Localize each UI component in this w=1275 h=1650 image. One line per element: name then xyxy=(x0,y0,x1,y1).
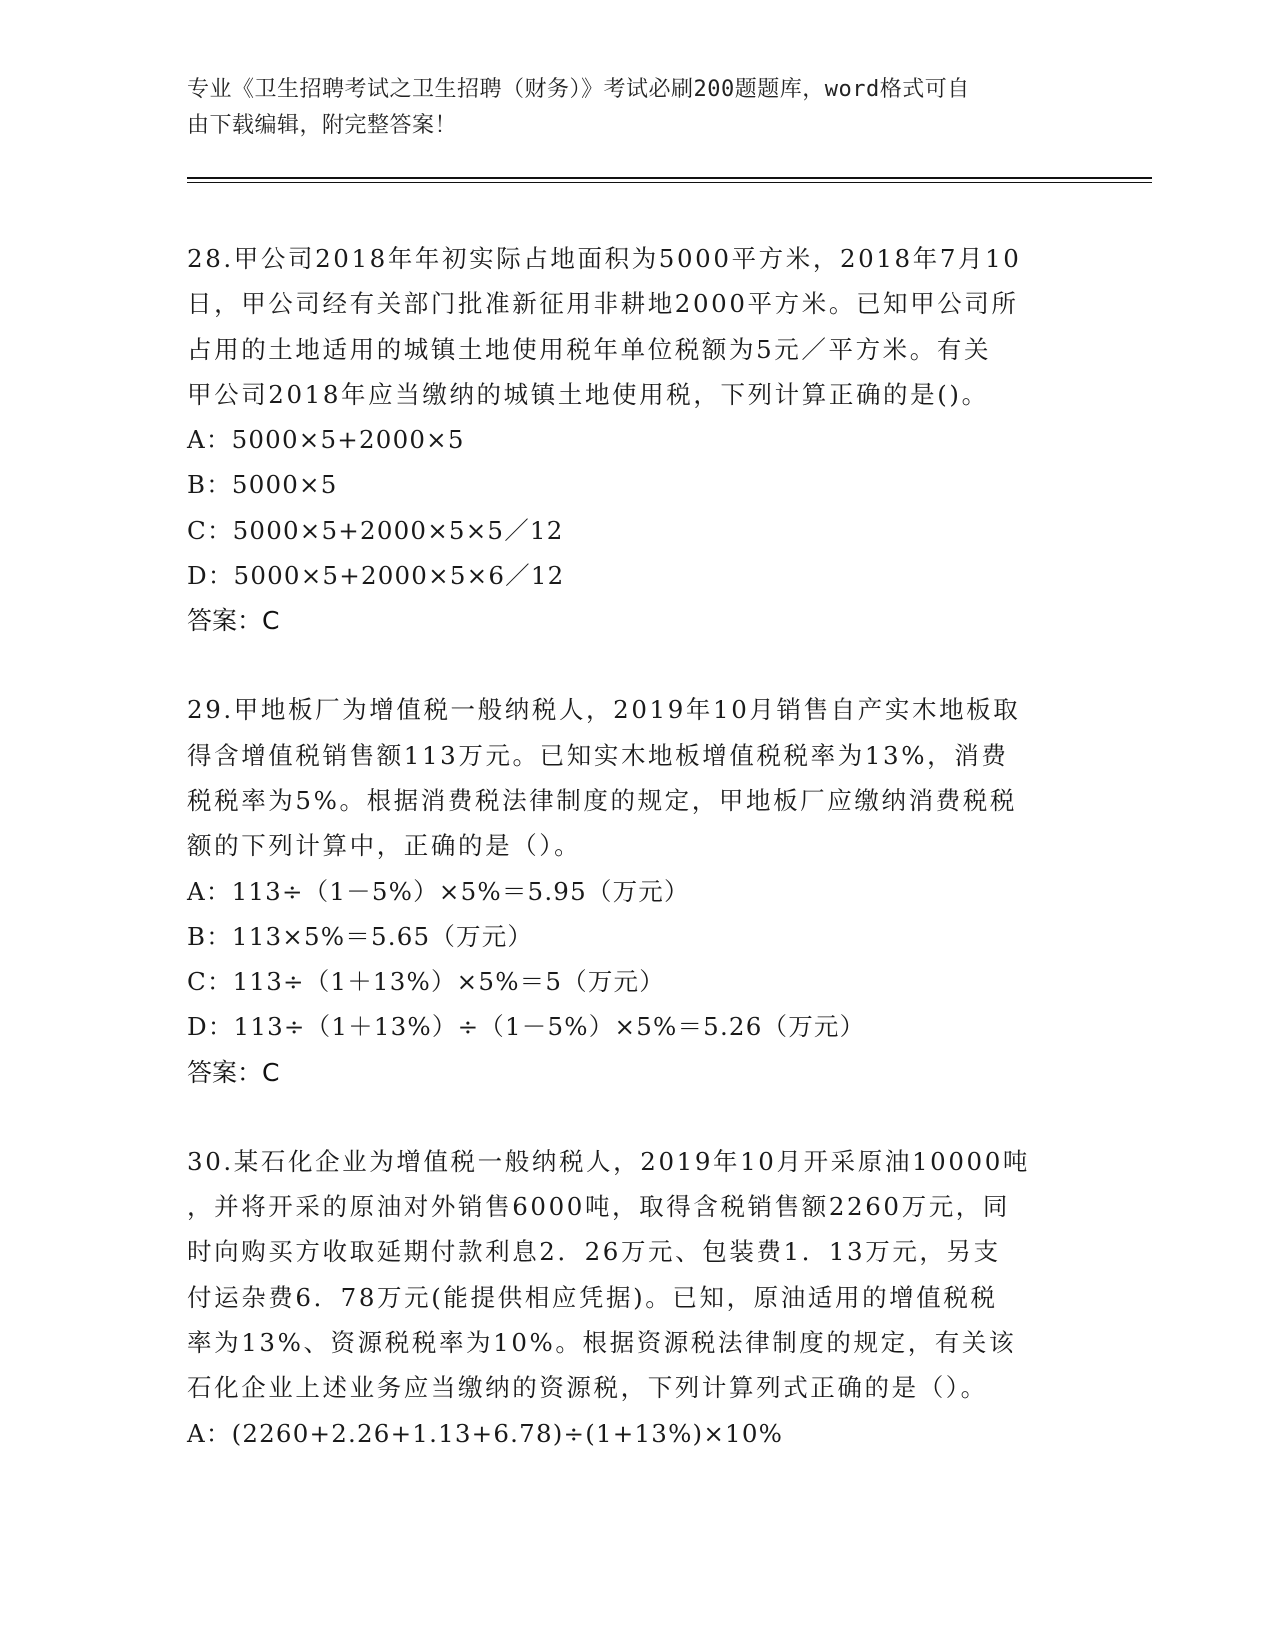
stem-line: 28.甲公司2018年年初实际占地面积为5000平方米，2018年7月10 xyxy=(187,244,1022,273)
option-d: D：5000×5+2000×5×6／12 xyxy=(187,561,565,591)
stem-line: 日，甲公司经有关部门批准新征用非耕地2000平方米。已知甲公司所 xyxy=(187,289,1019,319)
stem-line: 税税率为5%。根据消费税法律制度的规定，甲地板厂应缴纳消费税税 xyxy=(187,785,1017,815)
question-stem xyxy=(187,687,1087,868)
question-stem xyxy=(187,1139,1087,1411)
option-a: A：5000×5+2000×5 xyxy=(187,425,465,455)
stem-line: 甲公司2018年应当缴纳的城镇土地使用税，下列计算正确的是()。 xyxy=(187,379,989,409)
option-a: A：113÷（1－5%）×5%＝5.95（万元） xyxy=(187,876,690,906)
stem-line: 占用的土地适用的城镇土地使用税年单位税额为5元／平方米。有关 xyxy=(187,334,992,364)
option-c: C：113÷（1＋13%）×5%＝5（万元） xyxy=(187,967,665,997)
stem-line: 30.某石化企业为增值税一般纳税人，2019年10月开采原油10000吨 xyxy=(187,1146,1031,1176)
stem-line: ，并将开采的原油对外销售6000吨，取得含税销售额2260万元，同 xyxy=(187,1192,1010,1222)
question-28 xyxy=(187,236,1087,643)
stem-line: 时向购买方收取延期付款利息2．26万元、包装费1．13万元，另支 xyxy=(187,1237,1001,1267)
option-b: B：5000×5 xyxy=(187,470,338,500)
question-29 xyxy=(187,687,1087,1094)
question-30 xyxy=(187,1139,1087,1456)
document-header xyxy=(187,72,1067,144)
header-title-line-1: 专业《卫生招聘考试之卫生招聘（财务）》考试必刷200题题库，word格式可自 xyxy=(187,77,970,102)
stem-line: 得含增值税销售额113万元。已知实木地板增值税税率为13%，消费 xyxy=(187,740,1009,770)
option-d: D：113÷（1＋13%）÷（1－5%）×5%＝5.26（万元） xyxy=(187,1012,866,1042)
stem-line: 石化企业上述业务应当缴纳的资源税，下列计算列式正确的是（）。 xyxy=(187,1373,988,1403)
question-stem xyxy=(187,236,1087,417)
stem-line: 额的下列计算中，正确的是（）。 xyxy=(187,831,582,861)
stem-line: 率为13%、资源税税率为10%。根据资源税法律制度的规定，有关该 xyxy=(187,1327,1017,1357)
stem-line: 付运杂费6．78万元(能提供相应凭据)。已知，原油适用的增值税税 xyxy=(187,1282,998,1312)
answer: 答案：C xyxy=(187,606,280,636)
answer: 答案：C xyxy=(187,1057,280,1087)
stem-line: 29.甲地板厂为增值税一般纳税人，2019年10月销售自产实木地板取 xyxy=(187,695,1021,725)
option-c: C：5000×5+2000×5×5／12 xyxy=(187,515,564,545)
option-a: A：(2260+2.26+1.13+6.78)÷(1+13%)×10% xyxy=(187,1418,784,1448)
option-b: B：113×5%＝5.65（万元） xyxy=(187,921,534,951)
header-title-line-2: 由下载编辑，附完整答案！ xyxy=(187,113,458,138)
header-divider-thick xyxy=(187,177,1152,179)
header-divider-thin xyxy=(187,182,1152,183)
question-list xyxy=(187,236,1087,1456)
